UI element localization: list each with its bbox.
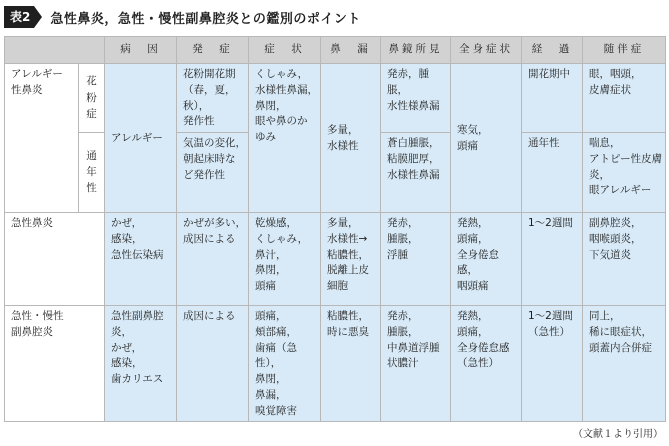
cell-systemic: 発熱， 頭痛， 全身倦怠感， 咽頭痛	[451, 213, 522, 306]
cell-onset: 成因による	[177, 306, 249, 422]
cell-onset: かぜが多い， 成因による	[177, 213, 249, 306]
header-onset: 発 症	[177, 37, 249, 64]
cell-rhinorrhea: 粘膿性， 時に悪臭	[321, 306, 381, 422]
cell-course: 1～2週間 （急性）	[522, 306, 583, 422]
header-course: 経 過	[522, 37, 583, 64]
table-row	[5, 64, 666, 133]
cell-symptoms: 乾燥感， くしゃみ， 鼻汁， 鼻閉， 頭痛	[249, 213, 321, 306]
cell-course: 1～2週間	[522, 213, 583, 306]
table-row	[5, 306, 666, 422]
cell-complications: 副鼻腔炎， 咽喉頭炎， 下気道炎	[583, 213, 666, 306]
header-rhinorrhea: 鼻 漏	[321, 37, 381, 64]
cell-rhinorrhea: 多量， 水様性→ 粘膿性， 脱離上皮 細胞	[321, 213, 381, 306]
header-symptoms: 症 状	[249, 37, 321, 64]
table-title	[4, 4, 361, 30]
cell-course: 開花期中	[522, 64, 583, 133]
cell-complications: 同上， 稀に眼症状， 頭蓋内合併症	[583, 306, 666, 422]
row-label-sinusitis: 急性・慢性 副鼻腔炎	[5, 306, 105, 422]
cell-complications: 喘息， アトピー性皮膚 炎， 眼アレルギー	[583, 133, 666, 213]
cell-rhinoscopy: 蒼白腫脹， 粘膜肥厚， 水様性鼻漏	[381, 133, 451, 213]
row-label-allergic: アレルギー 性鼻炎	[5, 64, 79, 213]
cell-symptoms: くしゃみ， 水様性鼻漏， 鼻閉， 眼や鼻のか ゆみ	[249, 64, 321, 213]
header-rhinoscopy: 鼻鏡所見	[381, 37, 451, 64]
header-row	[5, 37, 666, 64]
table-number-badge: 表2	[4, 6, 34, 28]
cell-cause: 急性副鼻腔 炎， かぜ， 感染， 歯カリエス	[105, 306, 177, 422]
header-corner	[5, 37, 105, 64]
cell-complications: 眼，咽頭， 皮膚症状	[583, 64, 666, 133]
cell-systemic: 寒気， 頭痛	[451, 64, 522, 213]
cell-course: 通年性	[522, 133, 583, 213]
source-citation: （文献１より引用）	[573, 429, 663, 440]
table-row	[5, 213, 666, 306]
page-title: 急性鼻炎，急性・慢性副鼻腔炎との鑑別のポイント	[50, 11, 361, 27]
cell-cause: かぜ， 感染， 急性伝染病	[105, 213, 177, 306]
cell-systemic: 発熱， 頭痛， 全身倦怠感 （急性）	[451, 306, 522, 422]
header-complications: 随伴症	[583, 37, 666, 64]
cell-onset: 花粉開花期 （春，夏，秋）， 発作性	[177, 64, 249, 133]
cell-rhinoscopy: 発赤， 腫脹， 浮腫	[381, 213, 451, 306]
cell-rhinoscopy: 発赤，腫脹， 水性様鼻漏	[381, 64, 451, 133]
cell-rhinorrhea: 多量， 水様性	[321, 64, 381, 213]
sublabel-perennial: 通 年 性	[79, 133, 105, 213]
cell-rhinoscopy: 発赤， 腫脹， 中鼻道浮腫 状膿汁	[381, 306, 451, 422]
cell-onset: 気温の変化， 朝起床時な ど発作性	[177, 133, 249, 213]
header-cause: 病 因	[105, 37, 177, 64]
row-label-acute-rhinitis: 急性鼻炎	[5, 213, 105, 306]
header-systemic: 全身症状	[451, 37, 522, 64]
sublabel-seasonal: 花 粉 症	[79, 64, 105, 133]
cell-symptoms: 頭痛， 頬部痛， 歯痛（急性）， 鼻閉， 鼻漏， 嗅覚障害	[249, 306, 321, 422]
cell-cause: アレルギー	[105, 64, 177, 213]
differential-table	[4, 36, 666, 422]
